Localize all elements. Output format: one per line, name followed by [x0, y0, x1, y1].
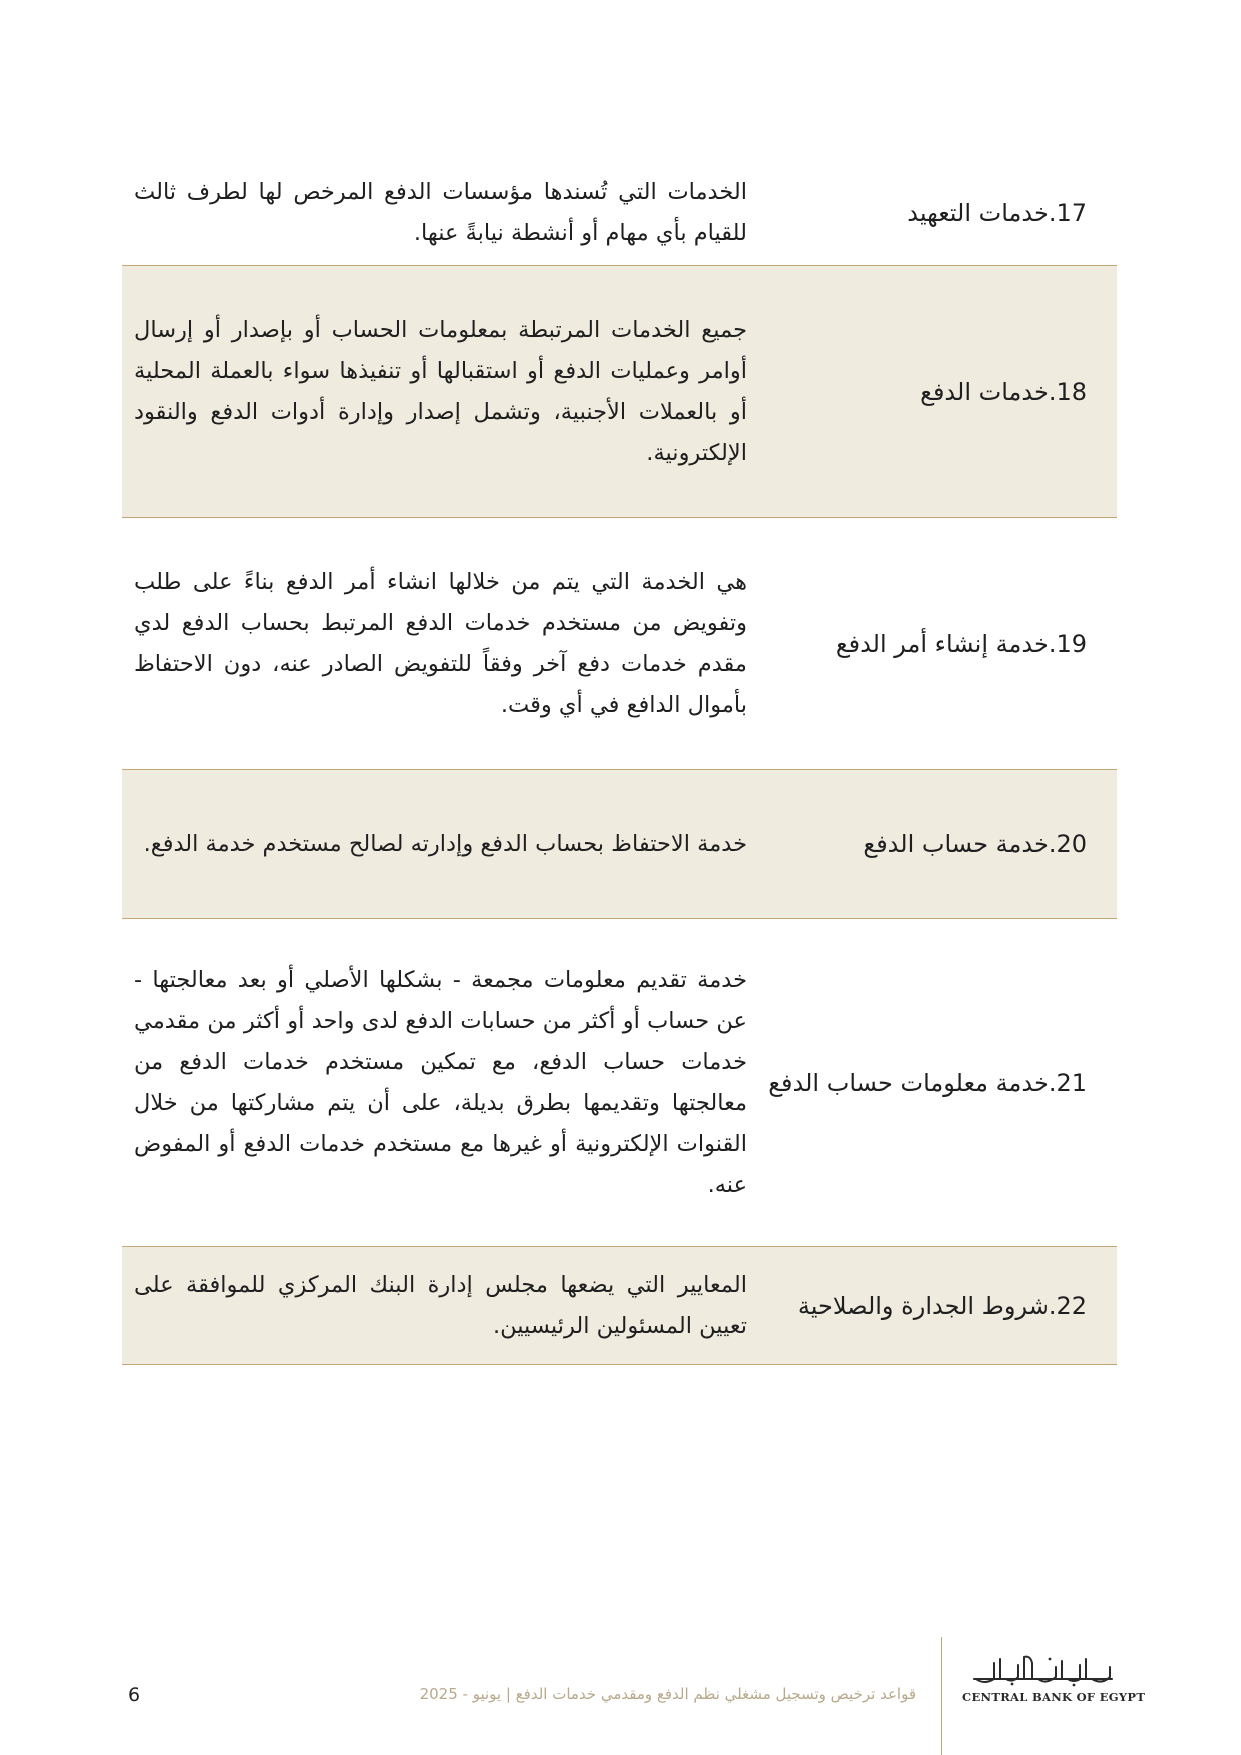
term-label: .خدمات التعهيد: [907, 198, 1057, 227]
definition-text: هي الخدمة التي يتم من خلالها انشاء أمر الدفع بناءً على طلب وتفويض من مستخدم خدمات الدفع المرتبط بحساب الدفع لدي مقدم خدمات دفع آخر وفقاً للتفويض الصادر عنه، دون الاحتفاظ بأموال الدافع في أي وقت.: [134, 568, 747, 718]
definition-row-17: [122, 160, 1117, 266]
central-bank-logo: [962, 1653, 1146, 1709]
term-number: 21: [1056, 1068, 1087, 1097]
definition-term: [747, 193, 1117, 233]
definition-row-18: [122, 266, 1117, 518]
footer-divider: [941, 1637, 942, 1755]
definition-row-21: [122, 919, 1117, 1247]
definitions-table: [122, 160, 1117, 1365]
central-bank-latin-name: CENTRAL BANK OF EGYPT: [962, 1690, 1146, 1704]
term-number: 17: [1056, 198, 1087, 227]
term-label: .خدمة معلومات حساب الدفع: [768, 1068, 1057, 1097]
term-label: .خدمة إنشاء أمر الدفع: [835, 629, 1057, 658]
definition-text: خدمة الاحتفاظ بحساب الدفع وإدارته لصالح مستخدم خدمة الدفع.: [143, 830, 747, 857]
definition-text: الخدمات التي تُسندها مؤسسات الدفع المرخص لها لطرف ثالث للقيام بأي مهام أو أنشطة نيابةً عنها.: [134, 178, 747, 246]
term-number: 18: [1056, 377, 1087, 406]
definition-term: [747, 1286, 1117, 1326]
term-label: .خدمة حساب الدفع: [863, 830, 1057, 858]
term-label: .شروط الجدارة والصلاحية: [797, 1291, 1057, 1320]
definition-text: جميع الخدمات المرتبطة بمعلومات الحساب أو بإصدار أو إرسال أوامر وعمليات الدفع أو استقبالها أو تنفيذها سواء بالعملة المحلية أو بالعملات الأجنبية، وتشمل إصدار وإدارة أدوات الدفع والنقود الإلكترونية.: [134, 316, 747, 466]
definition-text: خدمة تقديم معلومات مجمعة - بشكلها الأصلي أو بعد معالجتها - عن حساب أو أكثر من حسابات الدفع لدى واحد أو أكثر من مقدمي خدمات حساب الدفع، مع تمكين مستخدم خدمات الدفع من معالجتها وتقديمها بطرق بديلة، على أن يتم مشاركتها من خلال القنوات الإلكترونية أو غيرها مع مستخدم خدمات الدفع أو المفوض عنه.: [134, 966, 747, 1198]
definition-term: [747, 824, 1117, 864]
term-number: 20: [1056, 830, 1087, 858]
central-bank-arabic-logotype: [970, 1653, 1115, 1687]
definition-term: [747, 372, 1117, 412]
definition-term: [747, 1063, 1117, 1103]
document-footer-title: قواعد ترخيص وتسجيل مشغلي نظم الدفع ومقدمي خدمات الدفع | يونيو - 2025: [419, 1685, 916, 1703]
definition-text: المعايير التي يضعها مجلس إدارة البنك المركزي للموافقة على تعيين المسئولين الرئيسيين.: [134, 1271, 747, 1339]
term-number: 22: [1056, 1291, 1087, 1320]
page-number: 6: [128, 1684, 141, 1706]
term-number: 19: [1056, 629, 1087, 658]
definition-row-20: [122, 770, 1117, 919]
term-label: .خدمات الدفع: [920, 377, 1057, 406]
definition-term: [747, 624, 1117, 664]
definition-row-19: [122, 518, 1117, 770]
definition-row-22: [122, 1247, 1117, 1365]
